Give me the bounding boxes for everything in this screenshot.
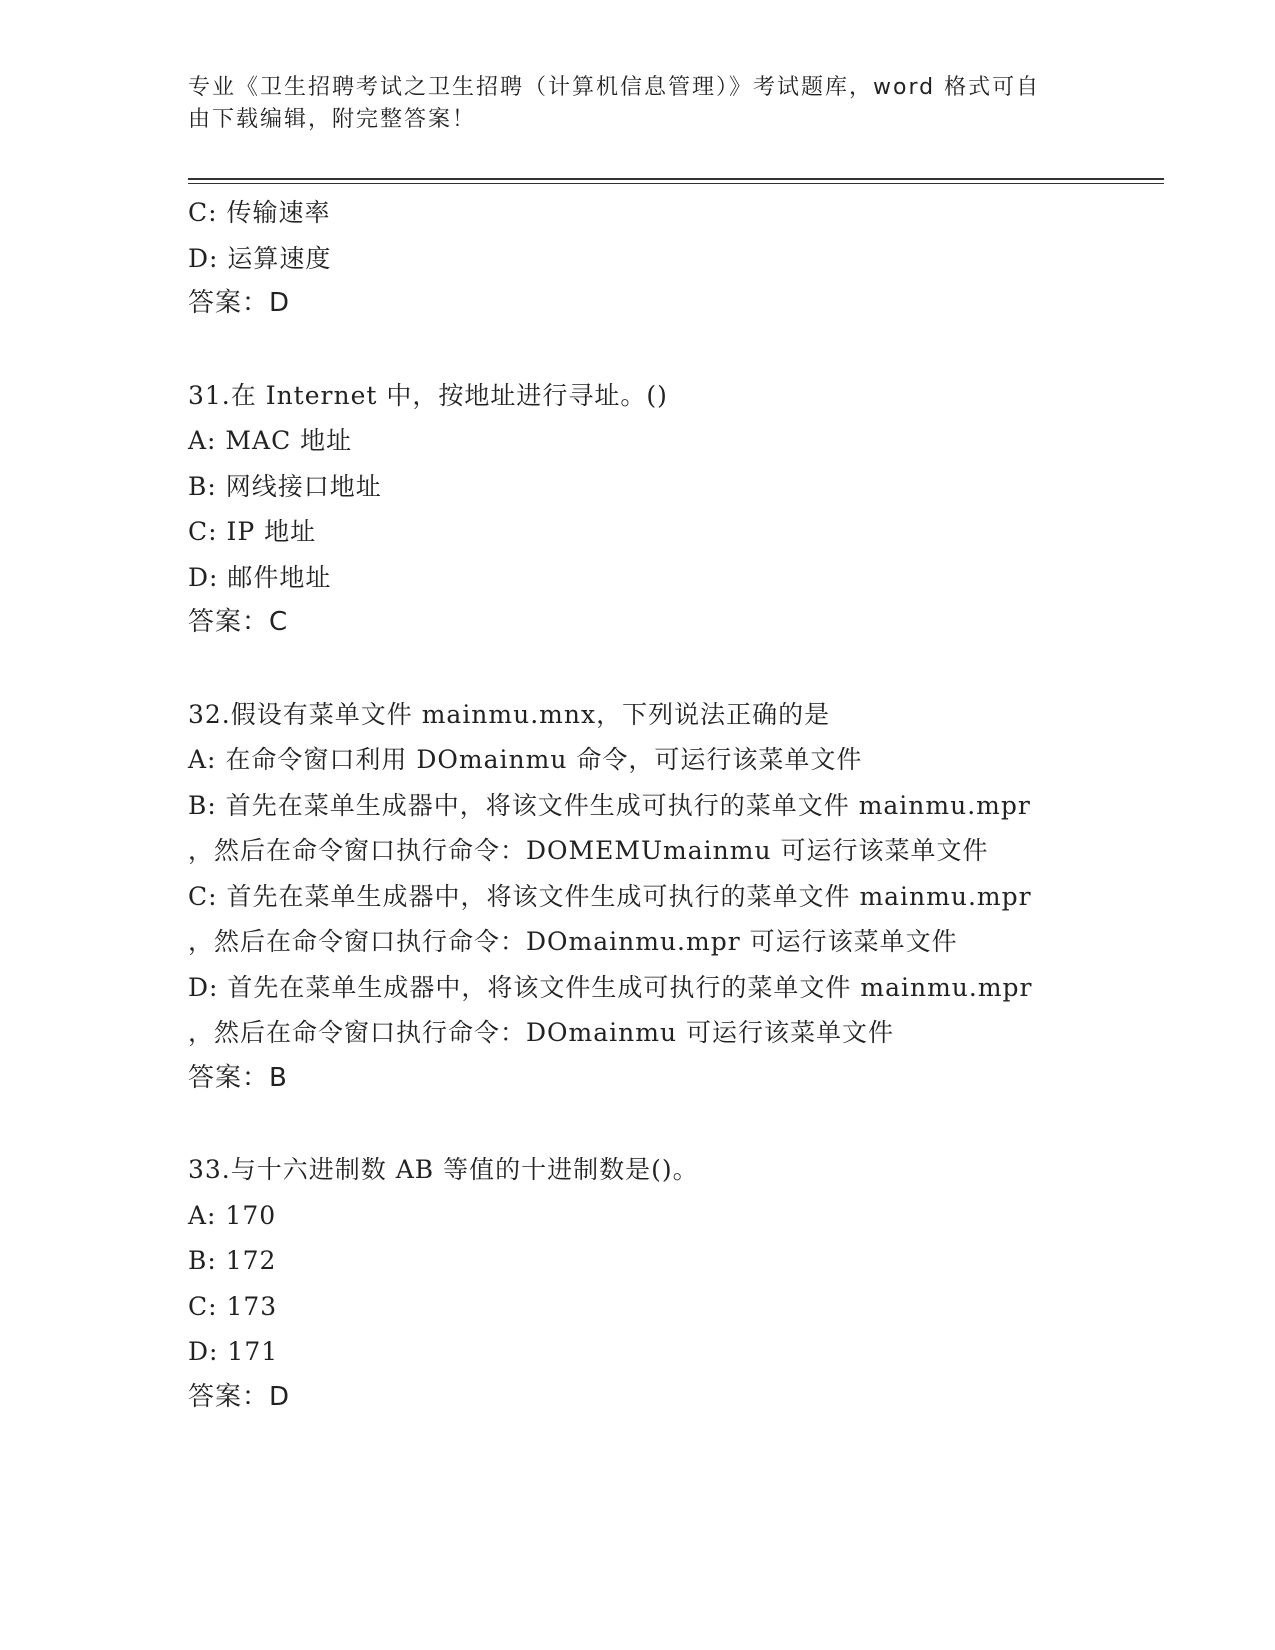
option-b-line-1: B: 首先在菜单生成器中，将该文件生成可执行的菜单文件 mainmu.mpr [188, 790, 1031, 820]
answer-line: 答案：B [188, 1062, 288, 1093]
answer-line: 答案：D [188, 1381, 291, 1412]
header-divider [188, 178, 1164, 184]
option-c: C: 传输速率 [188, 198, 331, 227]
question-text: 33.与十六进制数 AB 等值的十进制数是()。 [188, 1155, 699, 1184]
option-b-line-2: ，然后在命令窗口执行命令：DOMEMUmainmu 可运行该菜单文件 [188, 836, 989, 865]
question-32-block [188, 692, 1178, 1102]
option-c-line-2: ，然后在命令窗口执行命令：DOmainmu.mpr 可运行该菜单文件 [188, 927, 958, 956]
prev-question-block [188, 190, 1178, 327]
question-31-block [188, 373, 1178, 646]
question-33-block [188, 1147, 1178, 1420]
option-d-line-1: D: 首先在菜单生成器中，将该文件生成可执行的菜单文件 mainmu.mpr [188, 972, 1033, 1002]
answer-line: 答案：C [188, 607, 289, 637]
option-b: B: 172 [188, 1246, 277, 1275]
spacer [188, 327, 1178, 373]
header-line-1: 专业《卫生招聘考试之卫生招聘（计算机信息管理）》考试题库，word 格式可自 [188, 75, 1041, 100]
document-header [188, 72, 1068, 136]
answer-line: 答案：D [188, 288, 291, 318]
option-d-line-2: ，然后在命令窗口执行命令：DOmainmu 可运行该菜单文件 [188, 1018, 895, 1047]
spacer [188, 1101, 1178, 1147]
option-d: D: 运算速度 [188, 243, 332, 273]
option-b: B: 网线接口地址 [188, 471, 382, 501]
header-line-2: 由下载编辑，附完整答案！ [188, 107, 477, 132]
question-text: 32.假设有菜单文件 mainmu.mnx，下列说法正确的是 [188, 699, 831, 729]
option-c: C: 173 [188, 1291, 278, 1321]
option-d: D: 邮件地址 [188, 562, 332, 592]
option-a: A: MAC 地址 [188, 426, 353, 455]
option-a: A: 170 [188, 1200, 277, 1230]
spacer [188, 646, 1178, 692]
question-text: 31.在 Internet 中，按地址进行寻址。() [188, 380, 668, 410]
option-c-line-1: C: 首先在菜单生成器中，将该文件生成可执行的菜单文件 mainmu.mpr [188, 881, 1032, 911]
question-content [188, 190, 1178, 1420]
option-d: D: 171 [188, 1337, 279, 1366]
option-c: C: IP 地址 [188, 517, 317, 546]
option-a: A: 在命令窗口利用 DOmainmu 命令，可运行该菜单文件 [188, 745, 863, 774]
